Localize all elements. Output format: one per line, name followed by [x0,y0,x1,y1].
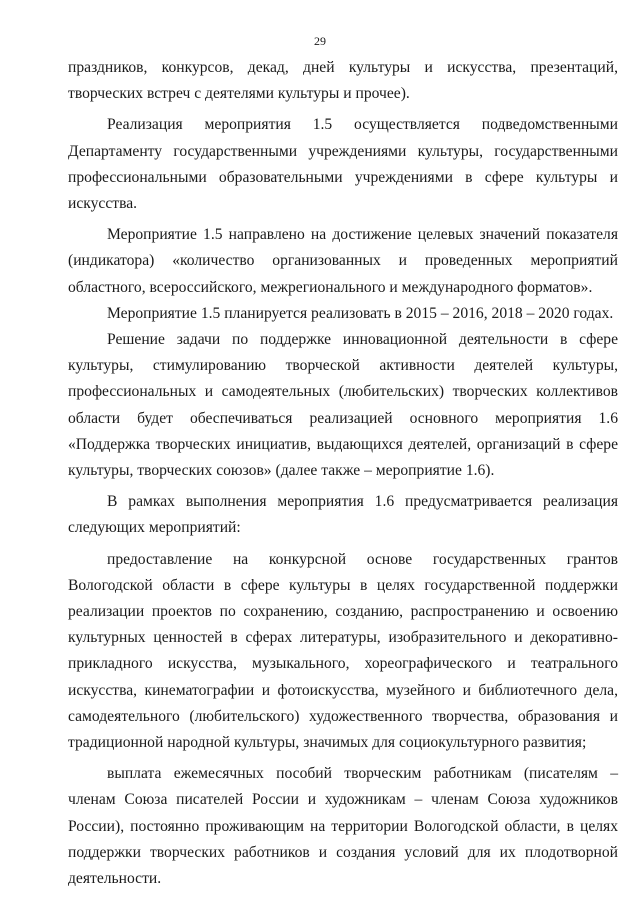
paragraph-4: Мероприятие 1.5 планируется реализовать в 2015 – 2016, 2018 – 2020 годах. [107,304,614,322]
document-body [68,55,618,892]
paragraph-5: Решение задачи по поддержке инновационной деятельности в сфере культуры, стимулированию творческой активности деятелей культуры, профессиональных и самодеятельных (любительских) творческих коллективов области будет обеспечиваться реализацией основного мероприятия 1.6 «Поддержка творческих инициатив, выдающихся деятелей, организаций в сфере культуры, творческих союзов» (далее также – мероприятие 1.6). [68,331,618,480]
paragraph-2: Реализация мероприятия 1.5 осуществляется подведомственными Департаменту государственными учреждениями культуры, государственными профессиональными образовательными учреждениями в сфере культуры и искусства. [68,116,618,213]
paragraph-8: выплата ежемесячных пособий творческим работникам (писателям – членам Союза писателей России и художникам – членам Союза художников России), постоянно проживающим на территории Вологодской области, в целях поддержки творческих работников и создания условий для их плодотворной деятельности. [68,765,618,888]
paragraph-1: праздников, конкурсов, декад, дней культуры и искусства, презентаций, творческих встреч с деятелями культуры и прочее). [68,59,618,103]
paragraph-7: предоставление на конкурсной основе государственных грантов Вологодской области в сфере культуры в целях государственной поддержки реализации проектов по сохранению, созданию, распространению и освоению культурных ценностей в сферах литературы, изобразительного и декоративно-прикладного искусства, музыкального, хореографического и театрального искусства, кинематографии и фотоискусства, музейного и библиотечного дела, самодеятельного (любительского) художественного творчества, образования и традиционной народной культуры, значимых для социокультурного развития; [68,550,618,752]
page-number: 29 [314,34,326,48]
paragraph-3: Мероприятие 1.5 направлено на достижение целевых значений показателя (индикатора) «количество организованных и проведенных мероприятий областного, всероссийского, межрегионального и международного форматов». [68,226,618,296]
paragraph-6: В рамках выполнения мероприятия 1.6 предусматривается реализация следующих мероприятий: [68,493,618,537]
